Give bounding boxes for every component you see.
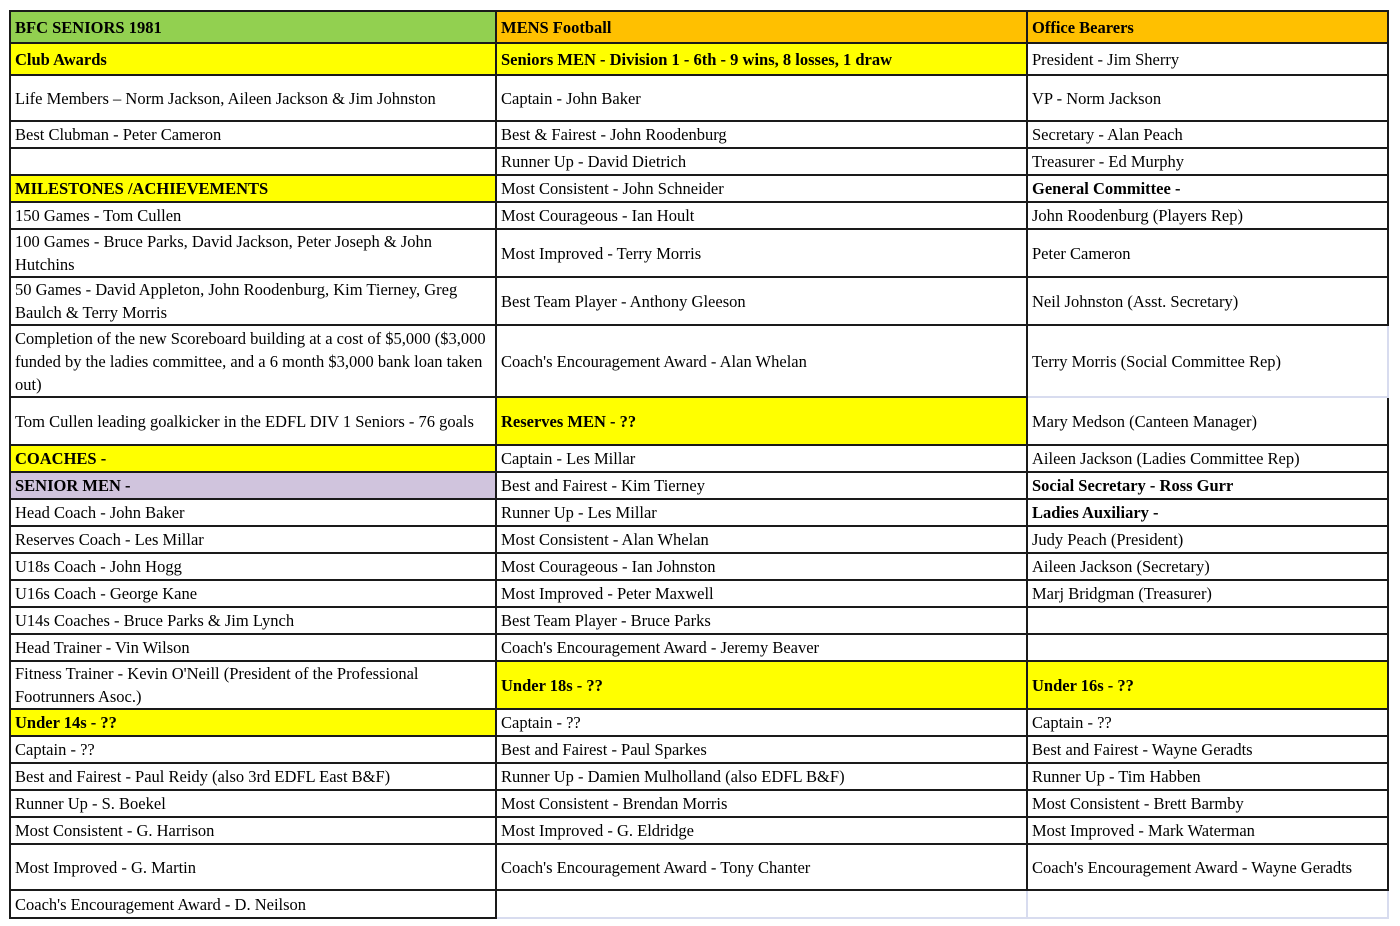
u14-most-improved: Most Improved - G. Martin xyxy=(10,844,496,890)
vice-president: VP - Norm Jackson xyxy=(1027,75,1388,121)
u14-captain: Captain - ?? xyxy=(10,736,496,763)
u16-best-fairest: Best and Fairest - Wayne Geradts xyxy=(1027,736,1388,763)
club-awards-heading: Club Awards xyxy=(10,43,496,75)
head-coach: Head Coach - John Baker xyxy=(10,499,496,526)
u14-most-consistent: Most Consistent - G. Harrison xyxy=(10,817,496,844)
u18-runner-up: Runner Up - Damien Mulholland (also EDFL B&F) xyxy=(496,763,1027,790)
seniors-runner-up: Runner Up - David Dietrich xyxy=(496,148,1027,175)
u18-encouragement-award: Coach's Encouragement Award - Tony Chanter xyxy=(496,844,1027,890)
u18-most-improved: Most Improved - G. Eldridge xyxy=(496,817,1027,844)
seniors-best-fairest: Best & Fairest - John Roodenburg xyxy=(496,121,1027,148)
seniors-captain: Captain - John Baker xyxy=(496,75,1027,121)
empty-cell xyxy=(1027,890,1388,918)
reserves-best-fairest: Best and Fairest - Kim Tierney xyxy=(496,472,1027,499)
empty-cell xyxy=(1027,607,1388,634)
canteen-manager: Mary Medson (Canteen Manager) xyxy=(1027,397,1388,445)
u14-encouragement-award: Coach's Encouragement Award - D. Neilson xyxy=(10,890,496,918)
under-18s-heading: Under 18s - ?? xyxy=(496,661,1027,709)
ladies-treasurer: Marj Bridgman (Treasurer) xyxy=(1027,580,1388,607)
committee-peter-cameron: Peter Cameron xyxy=(1027,229,1388,277)
reserves-encouragement-award: Coach's Encouragement Award - Jeremy Beaver xyxy=(496,634,1027,661)
treasurer: Treasurer - Ed Murphy xyxy=(1027,148,1388,175)
u18-most-consistent: Most Consistent - Brendan Morris xyxy=(496,790,1027,817)
empty-cell xyxy=(496,890,1027,918)
u18-best-fairest: Best and Fairest - Paul Sparkes xyxy=(496,736,1027,763)
awards-table xyxy=(9,10,1389,919)
reserves-most-improved: Most Improved - Peter Maxwell xyxy=(496,580,1027,607)
u16-captain: Captain - ?? xyxy=(1027,709,1388,736)
social-committee-rep: Terry Morris (Social Committee Rep) xyxy=(1027,325,1388,397)
best-clubman: Best Clubman - Peter Cameron xyxy=(10,121,496,148)
reserves-coach: Reserves Coach - Les Millar xyxy=(10,526,496,553)
life-members: Life Members – Norm Jackson, Aileen Jackson & Jim Johnston xyxy=(10,75,496,121)
u18-captain: Captain - ?? xyxy=(496,709,1027,736)
ladies-secretary: Aileen Jackson (Secretary) xyxy=(1027,553,1388,580)
reserves-runner-up: Runner Up - Les Millar xyxy=(496,499,1027,526)
reserves-captain: Captain - Les Millar xyxy=(496,445,1027,472)
seniors-best-team-player: Best Team Player - Anthony Gleeson xyxy=(496,277,1027,325)
ladies-committee-rep: Aileen Jackson (Ladies Committee Rep) xyxy=(1027,445,1388,472)
milestone-50-games: 50 Games - David Appleton, John Roodenburg, Kim Tierney, Greg Baulch & Terry Morris xyxy=(10,277,496,325)
ladies-president: Judy Peach (President) xyxy=(1027,526,1388,553)
seniors-most-improved: Most Improved - Terry Morris xyxy=(496,229,1027,277)
u14-coaches: U14s Coaches - Bruce Parks & Jim Lynch xyxy=(10,607,496,634)
u14-runner-up: Runner Up - S. Boekel xyxy=(10,790,496,817)
seniors-men-heading: Seniors MEN - Division 1 - 6th - 9 wins, 8 losses, 1 draw xyxy=(496,43,1027,75)
scoreboard-milestone: Completion of the new Scoreboard building at a cost of $5,000 ($3,000 funded by the ladies committee, and a 6 month $3,000 bank loan taken out) xyxy=(10,325,496,397)
under-14s-heading: Under 14s - ?? xyxy=(10,709,496,736)
president: President - Jim Sherry xyxy=(1027,43,1388,75)
seniors-most-consistent: Most Consistent - John Schneider xyxy=(496,175,1027,202)
milestones-heading: MILESTONES /ACHIEVEMENTS xyxy=(10,175,496,202)
leading-goalkicker: Tom Cullen leading goalkicker in the EDFL DIV 1 Seniors - 76 goals xyxy=(10,397,496,445)
players-rep: John Roodenburg (Players Rep) xyxy=(1027,202,1388,229)
asst-secretary: Neil Johnston (Asst. Secretary) xyxy=(1027,277,1388,325)
under-16s-heading: Under 16s - ?? xyxy=(1027,661,1388,709)
general-committee-heading: General Committee - xyxy=(1027,175,1388,202)
reserves-best-team-player: Best Team Player - Bruce Parks xyxy=(496,607,1027,634)
header-office-bearers: Office Bearers xyxy=(1027,11,1388,43)
senior-men-heading: SENIOR MEN - xyxy=(10,472,496,499)
u16-encouragement-award: Coach's Encouragement Award - Wayne Geradts xyxy=(1027,844,1388,890)
secretary: Secretary - Alan Peach xyxy=(1027,121,1388,148)
reserves-most-courageous: Most Courageous - Ian Johnston xyxy=(496,553,1027,580)
u14-best-fairest: Best and Fairest - Paul Reidy (also 3rd EDFL East B&F) xyxy=(10,763,496,790)
seniors-encouragement-award: Coach's Encouragement Award - Alan Whelan xyxy=(496,325,1027,397)
coaches-heading: COACHES - xyxy=(10,445,496,472)
fitness-trainer: Fitness Trainer - Kevin O'Neill (President of the Professional Footrunners Asoc.) xyxy=(10,661,496,709)
head-trainer: Head Trainer - Vin Wilson xyxy=(10,634,496,661)
milestone-100-games: 100 Games - Bruce Parks, David Jackson, Peter Joseph & John Hutchins xyxy=(10,229,496,277)
milestone-150-games: 150 Games - Tom Cullen xyxy=(10,202,496,229)
header-mens-football: MENS Football xyxy=(496,11,1027,43)
header-seniors-1981: BFC SENIORS 1981 xyxy=(10,11,496,43)
u16-most-improved: Most Improved - Mark Waterman xyxy=(1027,817,1388,844)
empty-cell xyxy=(1027,634,1388,661)
ladies-auxiliary-heading: Ladies Auxiliary - xyxy=(1027,499,1388,526)
reserves-most-consistent: Most Consistent - Alan Whelan xyxy=(496,526,1027,553)
reserves-men-heading: Reserves MEN - ?? xyxy=(496,397,1027,445)
social-secretary: Social Secretary - Ross Gurr xyxy=(1027,472,1388,499)
empty-cell xyxy=(10,148,496,175)
u16-runner-up: Runner Up - Tim Habben xyxy=(1027,763,1388,790)
seniors-most-courageous: Most Courageous - Ian Hoult xyxy=(496,202,1027,229)
u16-coach: U16s Coach - George Kane xyxy=(10,580,496,607)
u18-coach: U18s Coach - John Hogg xyxy=(10,553,496,580)
u16-most-consistent: Most Consistent - Brett Barmby xyxy=(1027,790,1388,817)
